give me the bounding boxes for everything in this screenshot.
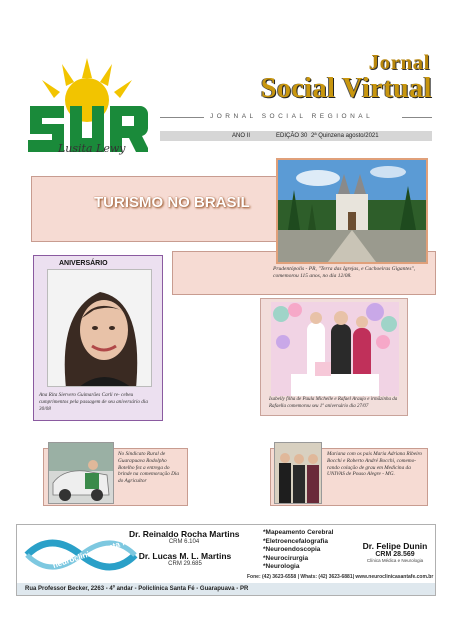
news-card-graduation: [270, 448, 428, 506]
clinic-name: neuroclínica santa fé: [51, 536, 131, 570]
service-item: *Neurologia: [263, 563, 300, 570]
subtitle-row: [160, 112, 432, 124]
divider-right: [402, 117, 432, 118]
service-item: *Neuroendoscopia: [263, 546, 321, 553]
neuroclinica-logo: [21, 529, 141, 579]
clinic-advertisement: [16, 524, 436, 596]
news-card-agricultor: [43, 448, 188, 506]
birthday-photo: [47, 269, 152, 387]
church-photo: [276, 158, 428, 264]
service-item: *Neurocirurgia: [263, 554, 309, 562]
graduation-photo: [274, 442, 322, 504]
masthead-title: Social Virtual: [260, 73, 432, 104]
agricultor-caption: No Sindicato Rural de Guarapuava Rodolpho Botelho fez a entrega do brinde na comemoração Dia do Agricultor: [118, 451, 180, 485]
portrait-illustration: [48, 270, 152, 387]
signature: Lusita Lewy: [58, 142, 126, 155]
birthday-caption: Ana Rita Siervero Guimarães Carli re- cebeu cumprimentos pela passagem de seu aniversário dia 30/08: [39, 392, 148, 412]
tourism-banner: [31, 176, 279, 242]
doctor-1-name: Dr. Reinaldo Rocha Martins: [129, 529, 240, 539]
graduation-caption: Mariana com os pais Maria Adriana Ribeiro Bocchi e Roberto André Bocchi, comemo- rando colação de grau em Medicina da UNIVAS de Pouso Alegre - MG.: [327, 451, 423, 478]
clinic-contact: Fone: (42) 3623-6558 | Whats: (42) 3623-6881| www.neuroclinicasantafe.com.br: [247, 574, 434, 580]
subtitle: JORNAL SOCIAL REGIONAL: [210, 113, 374, 120]
edition-period: 2ª Quinzena agosto/2021: [311, 133, 379, 139]
doctor-2: [131, 551, 239, 567]
doctor-1-crm: CRM 6.104: [168, 539, 200, 545]
car-illustration: [49, 443, 114, 504]
journal-label: Jornal: [368, 50, 430, 74]
divider-left: [160, 117, 204, 118]
doctor-3-name: Dr. Felipe Dunin: [362, 541, 428, 551]
doctor-2-crm: CRM 29.685: [168, 561, 202, 567]
agricultor-photo: [48, 442, 114, 504]
service-item: *Eletroencefalografia: [263, 537, 329, 545]
doctor-3-specialty: Clínica Médica e Neurologia: [366, 558, 424, 563]
clinic-address: Rua Professor Becker, 2263 - 4º andar - Policlínica Santa Fé - Guarapuava - PR: [25, 586, 249, 592]
church-caption: Prudentópolis - PR, "Terra das Igrejas, e Cachoeiras Gigantes", comemorou 115 anos, no dia 12/08.: [273, 266, 416, 279]
tourism-title: TURISMO NO BRASIL: [94, 194, 250, 211]
kid-birthday-photo: [271, 302, 399, 396]
doctor-3-crm: CRM 28.569: [375, 551, 415, 558]
service-item: *Mapeamento Cerebral: [263, 529, 334, 536]
kid-birthday-box: [260, 298, 408, 416]
doctor-1: [129, 529, 239, 545]
edition-year: ANO II: [232, 133, 251, 139]
services-list: [263, 529, 359, 572]
birthday-title: ANIVERSÁRIO: [59, 260, 108, 267]
edition-number: EDIÇÃO 30: [276, 133, 308, 139]
party-illustration: [271, 302, 399, 396]
edition-bar: [160, 131, 432, 141]
birthday-box: [33, 255, 163, 421]
doctor-3: [355, 541, 435, 563]
church-illustration: [278, 160, 426, 262]
clinic-address-bar: [17, 583, 435, 596]
doctor-2-name: Dr. Lucas M. L. Martins: [138, 551, 232, 561]
graduation-illustration: [275, 443, 322, 504]
kid-birthday-caption: Isabelly filha de Paula Michelle e Rafael Araujo e irmãzinha da Rafaella comemorou seu 1º aniversário dia 27/07: [269, 397, 398, 409]
